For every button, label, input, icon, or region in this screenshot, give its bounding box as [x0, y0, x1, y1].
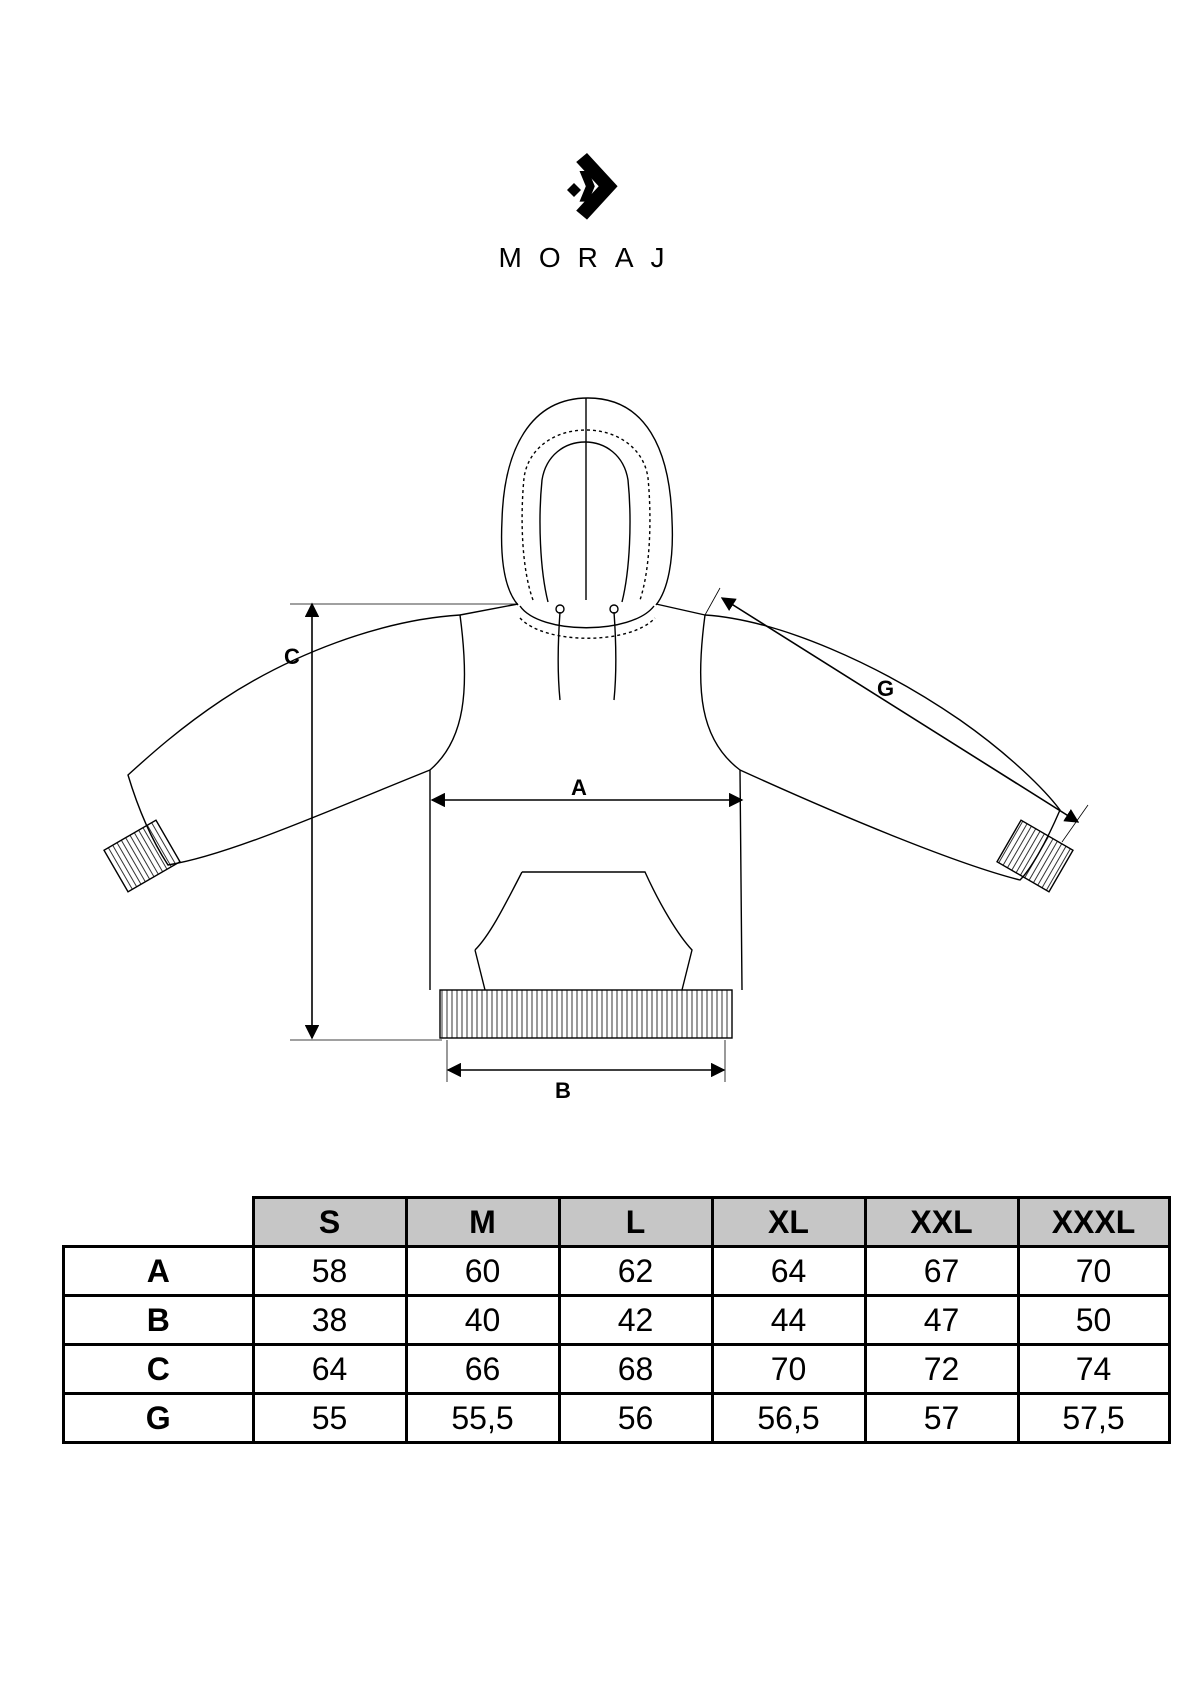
brand-name: MORAJ: [498, 242, 682, 273]
table-cell: 42: [559, 1296, 712, 1345]
table-row: [64, 1345, 1170, 1394]
table-cell: 64: [253, 1345, 406, 1394]
table-cell: 68: [559, 1345, 712, 1394]
table-cell: 66: [406, 1345, 559, 1394]
table-cell: 67: [865, 1247, 1018, 1296]
table-cell: 56: [559, 1394, 712, 1443]
label-g: G: [877, 676, 895, 701]
size-header-xxl: XXL: [865, 1198, 1018, 1247]
table-cell: 55: [253, 1394, 406, 1443]
size-header-xxxl: XXXL: [1018, 1198, 1169, 1247]
row-label: A: [64, 1247, 254, 1296]
table-cell: 64: [712, 1247, 865, 1296]
table-cell: 58: [253, 1247, 406, 1296]
table-header-row: [64, 1198, 1170, 1247]
table-cell: 57,5: [1018, 1394, 1169, 1443]
table-cell: 47: [865, 1296, 1018, 1345]
table-cell: 38: [253, 1296, 406, 1345]
label-b: B: [555, 1078, 571, 1103]
table-cell: 57: [865, 1394, 1018, 1443]
hoodie-outline: [104, 398, 1073, 1038]
table-cell: 55,5: [406, 1394, 559, 1443]
size-header-m: M: [406, 1198, 559, 1247]
table-cell: 60: [406, 1247, 559, 1296]
label-c: C: [284, 644, 300, 669]
size-header-l: L: [559, 1198, 712, 1247]
table-cell: 62: [559, 1247, 712, 1296]
table-cell: 70: [1018, 1247, 1169, 1296]
size-header-s: S: [253, 1198, 406, 1247]
row-label: G: [64, 1394, 254, 1443]
table-cell: 72: [865, 1345, 1018, 1394]
size-header-xl: XL: [712, 1198, 865, 1247]
row-label: C: [64, 1345, 254, 1394]
table-cell: 44: [712, 1296, 865, 1345]
table-cell: 40: [406, 1296, 559, 1345]
label-a: A: [571, 775, 587, 800]
table-row: [64, 1296, 1170, 1345]
table-row: [64, 1247, 1170, 1296]
row-label: B: [64, 1296, 254, 1345]
measure-g-line: [722, 598, 1078, 822]
table-cell: 50: [1018, 1296, 1169, 1345]
table-cell: 70: [712, 1345, 865, 1394]
table-cell: 56,5: [712, 1394, 865, 1443]
size-table: [62, 1196, 1171, 1444]
table-cell: 74: [1018, 1345, 1169, 1394]
table-row: [64, 1394, 1170, 1443]
